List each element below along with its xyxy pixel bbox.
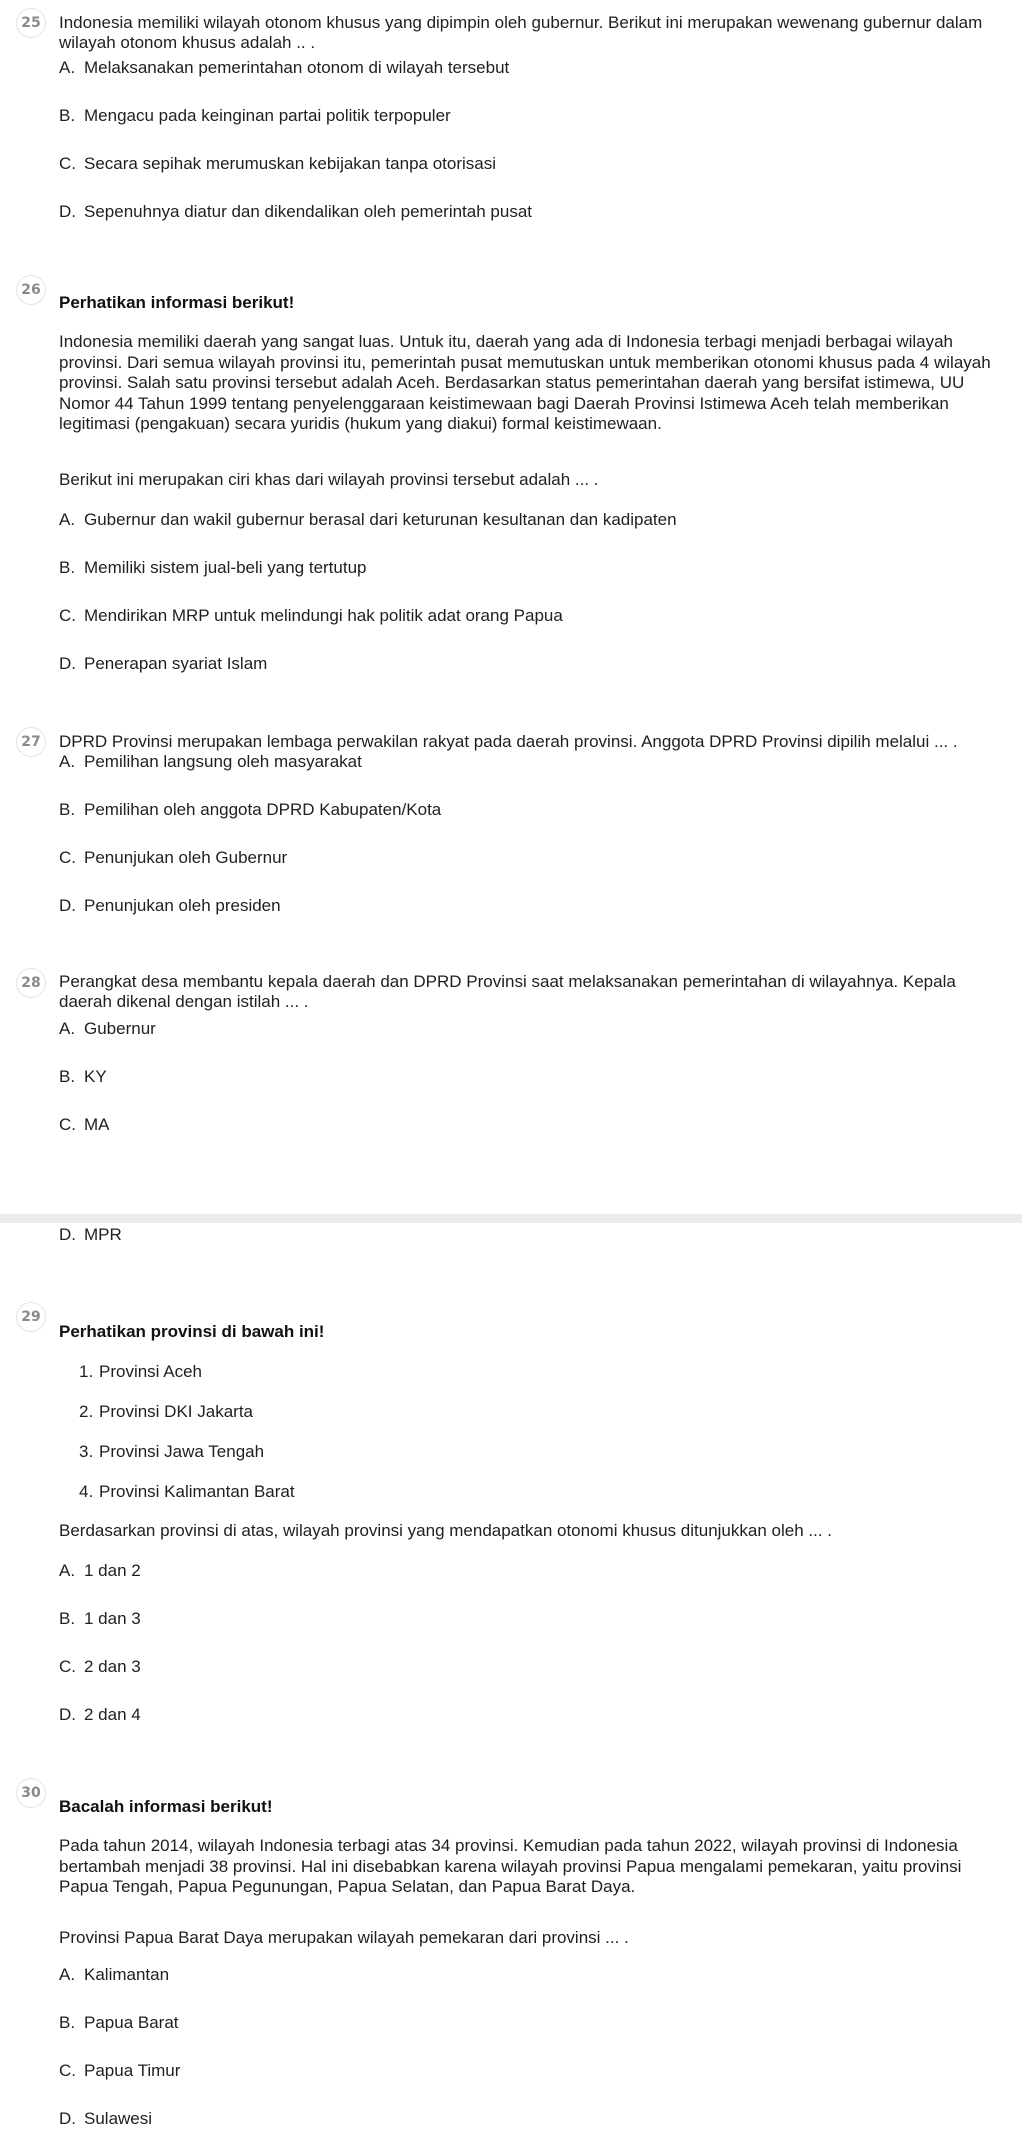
list-item-text: Provinsi DKI Jakarta	[99, 1402, 253, 1421]
question-prompt: Berikut ini merupakan ciri khas dari wilayah provinsi tersebut adalah ... .	[59, 470, 599, 489]
option-letter: C.	[59, 154, 76, 173]
question-number-badge: 26	[16, 275, 46, 305]
question-number-badge: 25	[16, 8, 46, 38]
question-stem: Indonesia memiliki wilayah otonom khusus yang dipimpin oleh gubernur. Berikut ini merupakan wewenang gubernur dalam wilayah otonom khusus adalah .. .	[59, 13, 983, 52]
option-text: 2 dan 3	[84, 1657, 141, 1676]
option-text: Secara sepihak merumuskan kebijakan tanpa otorisasi	[84, 154, 497, 173]
option-text: 1 dan 2	[84, 1561, 141, 1580]
option-b[interactable]	[59, 1609, 141, 1629]
question-number-badge: 28	[16, 968, 46, 998]
option-b[interactable]	[59, 1067, 107, 1087]
option-text: Penunjukan oleh Gubernur	[84, 848, 288, 867]
option-letter: B.	[59, 2013, 76, 2032]
option-a[interactable]	[59, 510, 677, 530]
option-letter: C.	[59, 2061, 76, 2080]
option-letter: D.	[59, 1225, 76, 1244]
option-c[interactable]	[59, 154, 496, 174]
option-c[interactable]	[59, 1657, 141, 1677]
option-c[interactable]	[59, 2061, 180, 2081]
option-b[interactable]	[59, 558, 367, 578]
option-text: Gubernur dan wakil gubernur berasal dari keturunan kesultanan dan kadipaten	[84, 510, 677, 529]
option-d[interactable]	[59, 654, 267, 674]
option-letter: A.	[59, 1019, 76, 1038]
list-item-text: Provinsi Kalimantan Barat	[99, 1482, 295, 1501]
option-letter: D.	[59, 2109, 76, 2128]
option-d[interactable]	[59, 896, 281, 916]
option-text: MA	[84, 1115, 110, 1134]
option-letter: B.	[59, 558, 76, 577]
option-c[interactable]	[59, 606, 563, 626]
option-d[interactable]	[59, 202, 532, 222]
option-c[interactable]	[59, 848, 287, 868]
option-text: Melaksanakan pemerintahan otonom di wilayah tersebut	[84, 58, 510, 77]
option-text: KY	[84, 1067, 107, 1086]
list-item-text: Provinsi Jawa Tengah	[99, 1442, 265, 1461]
option-letter: B.	[59, 106, 76, 125]
option-letter: A.	[59, 58, 76, 77]
question-prompt: Provinsi Papua Barat Daya merupakan wilayah pemekaran dari provinsi ... .	[59, 1928, 629, 1947]
option-text: Sepenuhnya diatur dan dikendalikan oleh pemerintah pusat	[84, 202, 532, 221]
list-item	[79, 1442, 264, 1462]
list-item-number: 4.	[79, 1482, 94, 1501]
option-letter: D.	[59, 202, 76, 221]
option-text: 2 dan 4	[84, 1705, 141, 1724]
list-item-number: 1.	[79, 1362, 94, 1381]
option-text: Gubernur	[84, 1019, 156, 1038]
question-number-badge: 29	[16, 1302, 46, 1332]
option-text: Pemilihan langsung oleh masyarakat	[84, 752, 362, 771]
option-letter: D.	[59, 896, 76, 915]
option-letter: A.	[59, 510, 76, 529]
option-text: Penunjukan oleh presiden	[84, 896, 281, 915]
option-text: 1 dan 3	[84, 1609, 141, 1628]
option-letter: D.	[59, 1705, 76, 1724]
option-a[interactable]	[59, 1019, 156, 1039]
option-b[interactable]	[59, 106, 451, 126]
option-letter: B.	[59, 800, 76, 819]
option-letter: B.	[59, 1067, 76, 1086]
option-c[interactable]	[59, 1115, 110, 1135]
option-d[interactable]	[59, 1225, 122, 1245]
option-a[interactable]	[59, 1965, 169, 1985]
option-text: Pemilihan oleh anggota DPRD Kabupaten/Kota	[84, 800, 442, 819]
option-text: Mengacu pada keinginan partai politik terpopuler	[84, 106, 451, 125]
option-letter: A.	[59, 752, 76, 771]
question-stem: DPRD Provinsi merupakan lembaga perwakilan rakyat pada daerah provinsi. Anggota DPRD Provinsi dipilih melalui ... .	[59, 732, 958, 751]
option-letter: A.	[59, 1965, 76, 1984]
option-text: Papua Barat	[84, 2013, 179, 2032]
question-heading: Perhatikan informasi berikut!	[59, 293, 295, 312]
question-heading: Bacalah informasi berikut!	[59, 1797, 273, 1816]
list-item	[79, 1362, 202, 1382]
option-letter: C.	[59, 1657, 76, 1676]
question-heading: Perhatikan provinsi di bawah ini!	[59, 1322, 325, 1341]
question-stem: Perangkat desa membantu kepala daerah dan DPRD Provinsi saat melaksanakan pemerintahan di wilayahnya. Kepala daerah dikenal dengan istilah ... .	[59, 972, 956, 1011]
section-divider	[0, 1214, 1022, 1223]
option-a[interactable]	[59, 752, 362, 772]
option-b[interactable]	[59, 800, 441, 820]
option-letter: C.	[59, 606, 76, 625]
list-item	[79, 1402, 253, 1422]
option-text: Kalimantan	[84, 1965, 170, 1984]
option-text: Memiliki sistem jual-beli yang tertutup	[84, 558, 367, 577]
list-item-text: Provinsi Aceh	[99, 1362, 202, 1381]
option-letter: C.	[59, 1115, 76, 1134]
option-letter: A.	[59, 1561, 76, 1580]
option-d[interactable]	[59, 2109, 152, 2129]
option-b[interactable]	[59, 2013, 179, 2033]
list-item-number: 2.	[79, 1402, 94, 1421]
option-letter: C.	[59, 848, 76, 867]
list-item-number: 3.	[79, 1442, 94, 1461]
question-prompt: Berdasarkan provinsi di atas, wilayah provinsi yang mendapatkan otonomi khusus ditunjukkan oleh ... .	[59, 1521, 832, 1540]
list-item	[79, 1482, 295, 1502]
question-passage: Pada tahun 2014, wilayah Indonesia terbagi atas 34 provinsi. Kemudian pada tahun 2022, wilayah provinsi di Indonesia bertambah menjadi 38 provinsi. Hal ini disebabkan karena wilayah provinsi Papua mengalami pemekaran, yaitu provinsi Papua Tengah, Papua Pegunungan, Papua Selatan, dan Papua Barat Daya.	[59, 1836, 962, 1896]
question-number-badge: 27	[16, 727, 46, 757]
option-letter: B.	[59, 1609, 76, 1628]
option-d[interactable]	[59, 1705, 141, 1725]
option-a[interactable]	[59, 58, 509, 78]
question-passage: Indonesia memiliki daerah yang sangat luas. Untuk itu, daerah yang ada di Indonesia terbagi menjadi berbagai wilayah provinsi. Dari semua wilayah provinsi itu, pemerintah pusat memutuskan untuk memberikan otonomi khusus pada 4 wilayah provinsi. Salah satu provinsi tersebut adalah Aceh. Berdasarkan status pemerintahan daerah yang bersifat istimewa, UU Nomor 44 Tahun 1999 tentang penyelenggaraan keistimewaan bagi Daerah Provinsi Istimewa Aceh telah memberikan legitimasi (pengakuan) secara yuridis (hukum yang diakui) formal keistimewaan.	[59, 332, 991, 433]
option-text: MPR	[84, 1225, 122, 1244]
option-a[interactable]	[59, 1561, 141, 1581]
option-letter: D.	[59, 654, 76, 673]
option-text: Papua Timur	[84, 2061, 181, 2080]
option-text: Mendirikan MRP untuk melindungi hak politik adat orang Papua	[84, 606, 563, 625]
option-text: Penerapan syariat Islam	[84, 654, 268, 673]
option-text: Sulawesi	[84, 2109, 153, 2128]
question-number-badge: 30	[16, 1778, 46, 1808]
